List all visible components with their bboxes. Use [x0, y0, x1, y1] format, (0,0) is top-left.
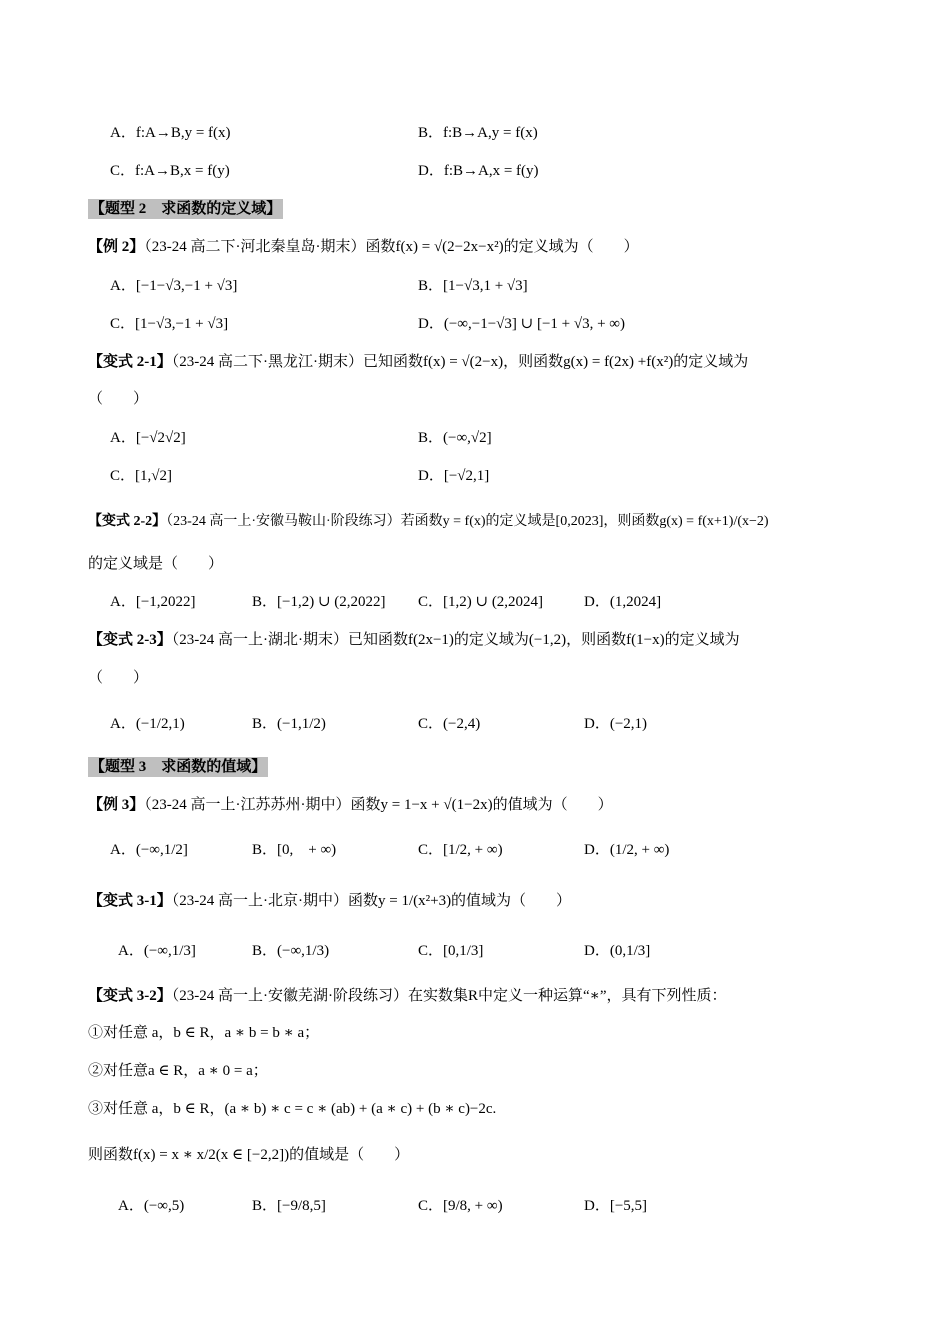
question-ex2 [88, 236, 639, 258]
question-v21 [88, 351, 748, 373]
question-v31 [88, 890, 571, 912]
question-label: 【变式 2-2】 [88, 514, 167, 529]
option-b: B．(−1,1/2) [252, 716, 326, 732]
option-b: B．[1−√3,1 + √3] [418, 278, 528, 294]
question-text: （23-24 高一上·北京·期中）函数y = 1/(x²+3)的值域为（ ） [171, 893, 572, 909]
option-d: D．(−∞,−1−√3] ∪ [−1 + √3, + ∞) [418, 316, 625, 332]
option-a: A．[−1−√3,−1 + √3] [110, 278, 238, 294]
option-c: C．f:A→B,x = f(y) [110, 163, 230, 179]
question-label: 【例 2】 [88, 239, 145, 255]
question-v22 [88, 511, 769, 533]
option-d: D．[−5,5] [584, 1198, 648, 1214]
option-c: C．[0,1/3] [418, 943, 484, 959]
option-d: D．f:B→A,x = f(y) [418, 163, 539, 179]
option-c: C．[9/8, + ∞) [418, 1198, 503, 1214]
question-text: （23-24 高一上·江苏苏州·期中）函数y = 1−x + √(1−2x)的值域为（ ） [144, 797, 613, 813]
option-c: C．[1−√3,−1 + √3] [110, 316, 229, 332]
question-text: （23-24 高一上·湖北·期末）已知函数f(2x−1)的定义域为(−1,2)，则函数f(1−x)的定义域为 [171, 632, 740, 648]
answer-paren: （ ） [88, 670, 149, 686]
question-label: 【例 3】 [88, 797, 145, 813]
question-text-cont: 的定义域是（ ） [88, 556, 224, 572]
question-v23 [88, 629, 740, 651]
option-b: B．[−9/8,5] [252, 1198, 326, 1214]
option-d: D．(1/2, + ∞) [584, 842, 670, 858]
question-text: （23-24 高一上·安徽马鞍山·阶段练习）若函数y = f(x)的定义域是[0,2023]，则函数g(x) = f(x+1)/(x−2) [166, 514, 769, 529]
question-v32 [88, 985, 727, 1007]
question-text-cont: 则函数f(x) = x ∗ x/2(x ∈ [−2,2])的值域是（ ） [88, 1147, 410, 1163]
question-label: 【变式 2-1】 [88, 354, 172, 370]
option-a: A．(−∞,5) [118, 1198, 185, 1214]
option-b: B．f:B→A,y = f(x) [418, 125, 538, 141]
question-label: 【变式 3-1】 [88, 893, 172, 909]
option-c: C．[1,√2] [110, 468, 172, 484]
option-c: C．[1,2) ∪ (2,2024] [418, 594, 544, 610]
option-c: C．(−2,4) [418, 716, 481, 732]
question-text: （23-24 高二下·黑龙江·期末）已知函数f(x) = √(2−x)，则函数g(x) = f(2x) +f(x²)的定义域为 [171, 354, 749, 370]
option-a: A．(−1/2,1) [110, 716, 185, 732]
option-d: D．(1,2024] [584, 594, 662, 610]
option-a: A．[−√2√2] [110, 430, 186, 446]
option-d: D．[−√2,1] [418, 468, 490, 484]
option-c: C．[1/2, + ∞) [418, 842, 503, 858]
section-heading: 【题型 3 求函数的值域】 [90, 759, 267, 775]
question-text: （23-24 高一上·安徽芜湖·阶段练习）在实数集R中定义一种运算“∗”，具有下列性质： [171, 988, 727, 1004]
question-label: 【变式 2-3】 [88, 632, 172, 648]
question-ex3 [88, 794, 613, 816]
option-a: A．(−∞,1/2] [110, 842, 188, 858]
property-1: ①对任意 a，b ∈ R，a ∗ b = b ∗ a； [88, 1025, 320, 1041]
option-b: B．[0, + ∞) [252, 842, 337, 858]
property-3: ③对任意 a，b ∈ R，(a ∗ b) ∗ c = c ∗ (ab) + (a ∗ c) + (b ∗ c)−2c. [88, 1101, 497, 1117]
question-text: （23-24 高二下·河北秦皇岛·期末）函数f(x) = √(2−2x−x²)的定义域为（ ） [144, 239, 639, 255]
option-d: D．(−2,1) [584, 716, 648, 732]
option-d: D．(0,1/3] [584, 943, 651, 959]
option-b: B．(−∞,√2] [418, 430, 492, 446]
option-a: A．(−∞,1/3] [118, 943, 196, 959]
option-b: B．(−∞,1/3) [252, 943, 330, 959]
option-a: A．[−1,2022] [110, 594, 196, 610]
option-b: B．[−1,2) ∪ (2,2022] [252, 594, 386, 610]
section-heading: 【题型 2 求函数的定义域】 [90, 201, 282, 217]
property-2: ②对任意a ∈ R，a ∗ 0 = a； [88, 1063, 268, 1079]
answer-paren: （ ） [88, 391, 149, 407]
question-label: 【变式 3-2】 [88, 988, 172, 1004]
option-a: A．f:A→B,y = f(x) [110, 125, 231, 141]
